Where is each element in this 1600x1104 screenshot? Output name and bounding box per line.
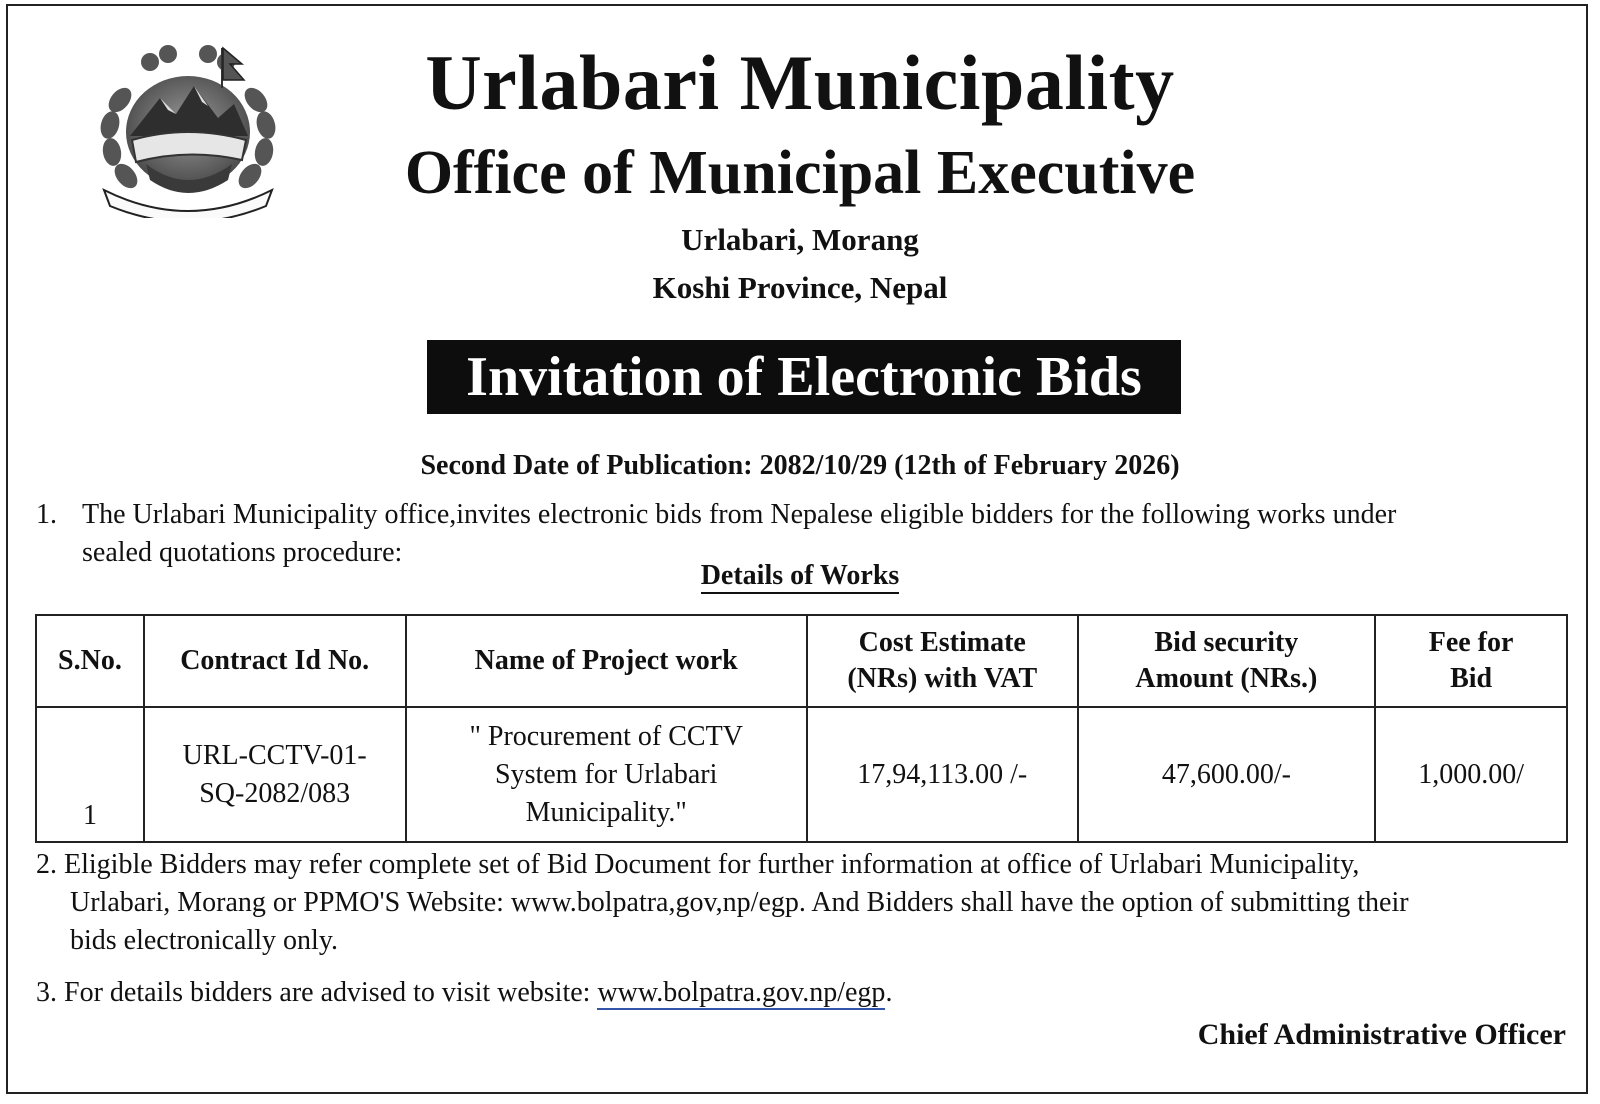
notice-banner: Invitation of Electronic Bids xyxy=(427,340,1181,414)
cell-contract-id xyxy=(144,707,406,842)
header-cost-estimate xyxy=(807,615,1078,707)
header-bid-security-line-2: Amount (NRs.) xyxy=(1135,663,1318,694)
cell-fee-for-bid: 1,000.00/ xyxy=(1375,707,1567,842)
paragraph-1-line-2: sealed quotations procedure: xyxy=(82,537,403,568)
cell-cost-estimate: 17,94,113.00 /- xyxy=(807,707,1078,842)
paragraph-2-line-2: Urlabari, Morang or PPMO'S Website: www.bolpatra,gov,np/egp. And Bidders shall have the option of submitting their xyxy=(70,887,1409,918)
cell-contract-id-line-2: SQ-2082/083 xyxy=(199,777,351,809)
paragraph-2-line-1: 2. Eligible Bidders may refer complete set of Bid Document for further information at office of Urlabari Municipality, xyxy=(36,849,1360,880)
address-line-2: Koshi Province, Nepal xyxy=(652,270,948,305)
paragraph-3 xyxy=(36,974,1568,1012)
cell-project-line-1: " Procurement of CCTV xyxy=(469,720,743,752)
paragraph-3-period: . xyxy=(885,977,893,1008)
details-heading-text: Details of Works xyxy=(701,560,900,594)
table-row xyxy=(36,707,1567,842)
publication-date: Second Date of Publication: 2082/10/29 (12th of February 2026) xyxy=(420,450,1180,481)
office-subtitle: Office of Municipal Executive xyxy=(404,139,1196,207)
municipality-title: Urlabari Municipality xyxy=(425,39,1175,126)
header-sno: S.No. xyxy=(36,615,144,707)
header-contract-id: Contract Id No. xyxy=(144,615,406,707)
cell-bid-security: 47,600.00/- xyxy=(1078,707,1376,842)
address-line-1: Urlabari, Morang xyxy=(681,222,919,257)
signature-title: Chief Administrative Officer xyxy=(1197,1018,1566,1051)
works-table xyxy=(35,614,1568,843)
header-fee-line-1: Fee for xyxy=(1428,627,1514,658)
paragraph-2 xyxy=(36,846,1568,960)
cell-contract-id-line-1: URL-CCTV-01- xyxy=(182,739,367,771)
header-fee-for-bid xyxy=(1375,615,1567,707)
header-cost-estimate-line-2: (NRs) with VAT xyxy=(847,663,1038,694)
header-bid-security xyxy=(1078,615,1376,707)
cell-project-line-3: Municipality." xyxy=(525,796,687,828)
table-header-row xyxy=(36,615,1567,707)
bolpatra-website-link[interactable]: www.bolpatra.gov.np/egp xyxy=(597,977,886,1008)
cell-sno: 1 xyxy=(36,707,144,842)
details-heading xyxy=(0,560,1600,592)
paragraph-2-line-3: bids electronically only. xyxy=(70,925,338,956)
header-bid-security-line-1: Bid security xyxy=(1154,627,1299,658)
header-fee-line-2: Bid xyxy=(1450,663,1493,694)
cell-project-name xyxy=(406,707,807,842)
header-project-name: Name of Project work xyxy=(406,615,807,707)
paragraph-1-line-1: The Urlabari Municipality office,invites electronic bids from Nepalese eligible bidders for the following works under xyxy=(82,499,1397,530)
paragraph-1-number: 1. xyxy=(36,499,57,530)
header-cost-estimate-line-1: Cost Estimate xyxy=(858,627,1026,658)
paragraph-3-text: 3. For details bidders are advised to visit website: xyxy=(36,977,598,1008)
cell-project-line-2: System for Urlabari xyxy=(495,758,718,790)
